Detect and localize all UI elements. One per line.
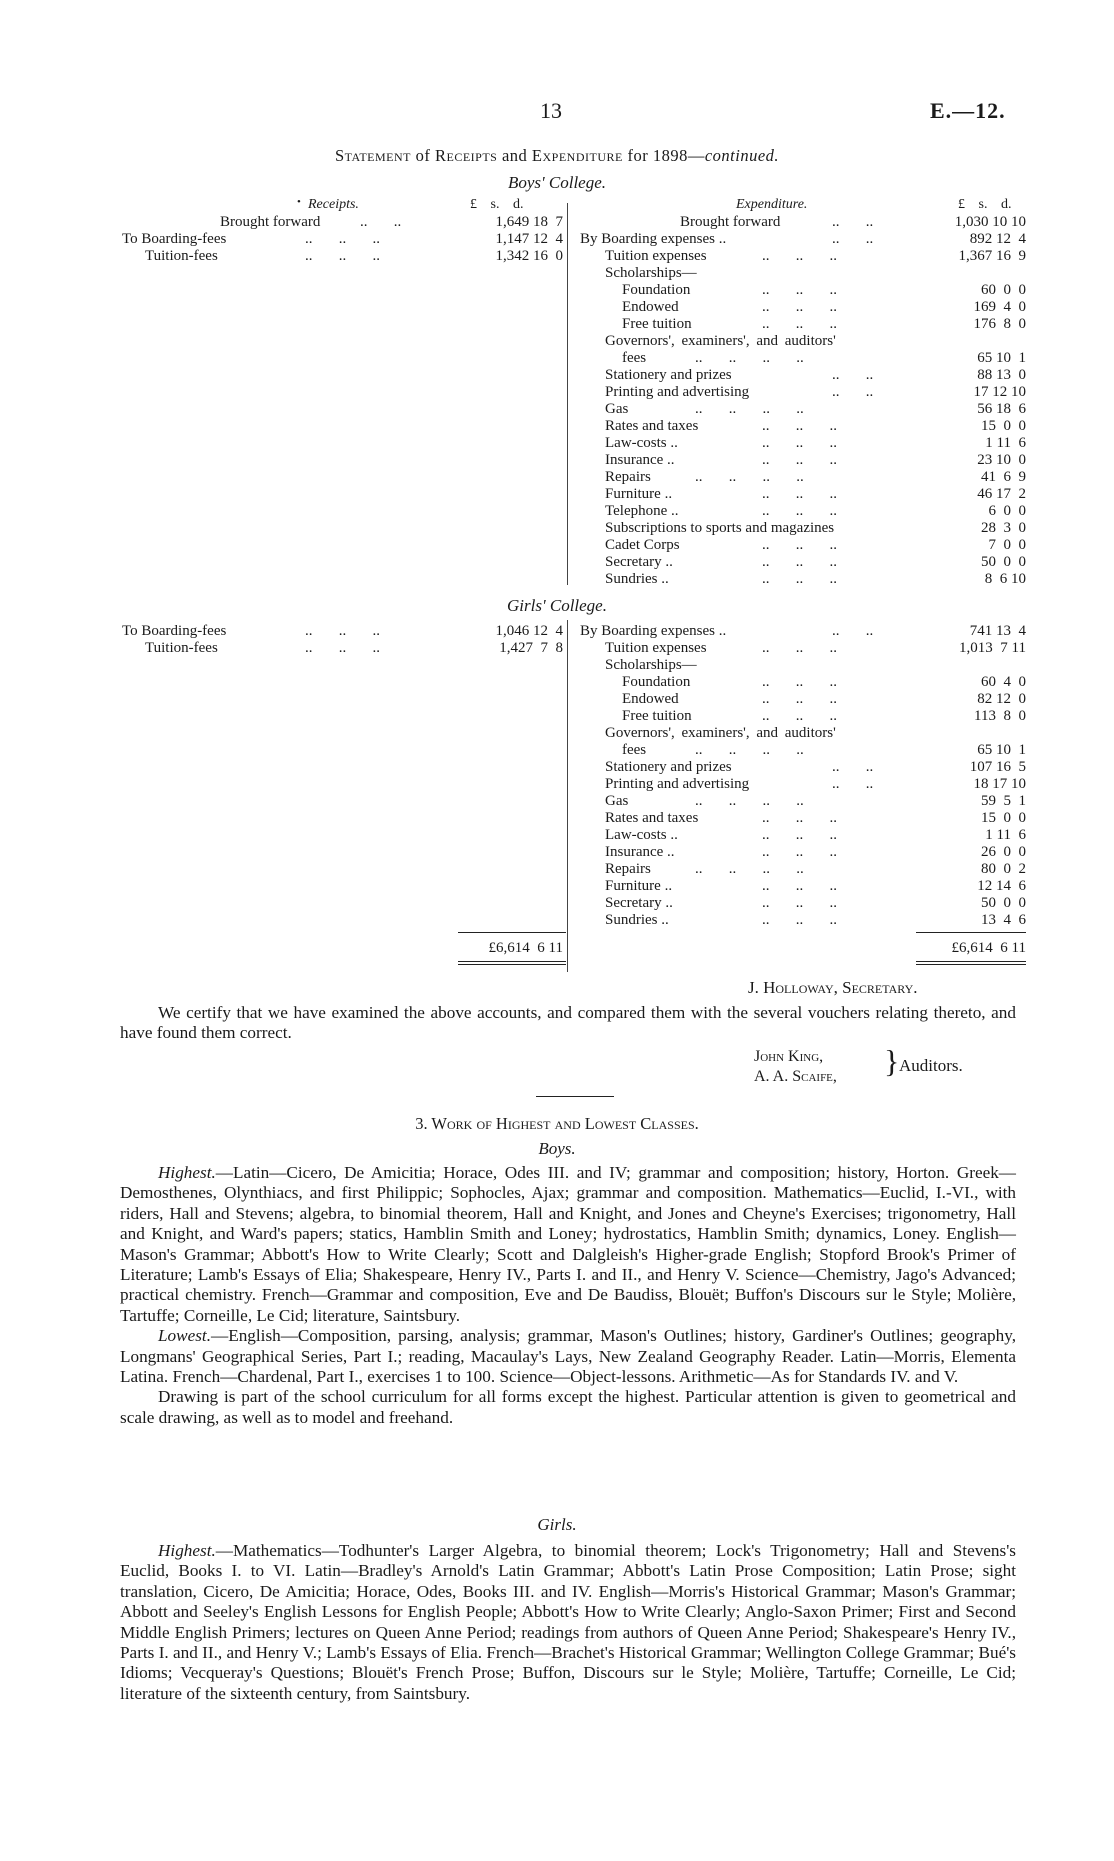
leader-dots: .. .. [832, 384, 874, 400]
receipt-label: To Boarding-fees [122, 231, 227, 247]
expense-label: Tuition expenses [605, 640, 707, 656]
expense-amount: 13 4 6 [981, 912, 1026, 928]
leader-dots: .. .. [360, 214, 402, 230]
expense-amount: 176 8 0 [973, 316, 1026, 332]
expense-label: Repairs [605, 861, 651, 877]
expense-label: Gas [605, 793, 629, 809]
leader-dots: .. .. .. .. [695, 401, 804, 417]
leader-dots: .. .. .. [305, 623, 380, 639]
expense-amount: 60 4 0 [981, 674, 1026, 690]
expense-label: Subscriptions to sports and magazines [605, 520, 835, 536]
expense-amount: 741 13 4 [969, 623, 1026, 639]
leader-dots: .. .. .. [762, 895, 837, 911]
pounds-head: £ [470, 197, 477, 212]
expense-amount: 107 16 5 [969, 759, 1026, 775]
page-number: 13 [540, 98, 562, 123]
leader-dots: .. .. [832, 759, 874, 775]
boys-lowest-text: —English—Composition, parsing, analysis; grammar, Mason's Outlines; history, Gardiner's Outlines; geography, Longmans' Geographical Series, Part I.; reading, Macaulay's Lays, New Zealand Geography Reader. Latin—Morris, Elementa Latina. French—Chardenal, Part I., exercises 1 to 100. Science—Object-lessons. Arithmetic—As for Standards IV. and V. [120, 1326, 1016, 1387]
expense-label: Secretary .. [605, 554, 673, 570]
expense-label: Brought forward [680, 214, 781, 230]
expense-label: Printing and advertising [605, 776, 750, 792]
certification-text: We certify that we have examined the above accounts, and compared them with the several vouchers relating thereto, and have found them correct. [120, 1003, 1016, 1043]
expense-amount: 113 8 0 [974, 708, 1026, 724]
expense-label: Stationery and prizes [605, 759, 732, 775]
leader-dots: .. .. .. [762, 537, 837, 553]
expense-amount: 12 14 6 [977, 878, 1026, 894]
leader-dots: .. .. .. [305, 231, 380, 247]
expense-label: Cadet Corps [605, 537, 680, 553]
expense-label: Printing and advertising [605, 384, 750, 400]
leader-dots: .. .. .. .. [695, 742, 804, 758]
leader-dots: .. .. [832, 776, 874, 792]
column-divider-boys [567, 203, 568, 585]
expense-amount: 80 0 2 [981, 861, 1026, 877]
title-word-receipts: Receipts [435, 146, 498, 165]
leader-dots: .. .. .. [762, 486, 837, 502]
receipts-heading: Receipts. [308, 197, 359, 212]
girls-college-heading: Girls' College. [507, 596, 607, 615]
expense-label: Foundation [622, 674, 691, 690]
brace-glyph: } [884, 1043, 900, 1079]
expense-amount: 15 0 0 [981, 418, 1026, 434]
highest-label: Highest. [158, 1541, 216, 1560]
expense-amount: 18 17 10 [973, 776, 1026, 792]
expense-label: Gas [605, 401, 629, 417]
expense-amount: 169 4 0 [973, 299, 1026, 315]
leader-dots: .. .. .. [762, 827, 837, 843]
auditor-names [754, 1047, 837, 1087]
pence-head-exp: d. [1000, 197, 1012, 212]
leader-dots: .. .. .. .. [695, 793, 804, 809]
expense-label: Scholarships— [605, 265, 697, 281]
title-word-statement: Statement [334, 146, 411, 165]
bullet-mark: • [297, 196, 301, 208]
expenditure-total-rule-1 [916, 961, 1026, 962]
expense-label: fees [622, 350, 647, 366]
girls-heading: Girls. [537, 1515, 577, 1534]
expense-label: Sundries .. [605, 571, 669, 587]
expense-amount: 892 12 4 [969, 231, 1026, 247]
leader-dots: .. .. [832, 367, 874, 383]
expense-label: Telephone .. [605, 503, 679, 519]
highest-label: Highest. [158, 1163, 216, 1182]
leader-dots: .. .. [832, 623, 874, 639]
expense-amount: 1 11 6 [985, 435, 1026, 451]
expense-amount: 26 0 0 [981, 844, 1026, 860]
receipt-amount: 1,046 12 4 [495, 623, 563, 639]
expense-label: Endowed [622, 299, 679, 315]
leader-dots: .. .. .. [762, 418, 837, 434]
auditors-label: Auditors. [899, 1056, 963, 1075]
expense-label: Governors', examiners', and auditors' [605, 725, 836, 741]
expense-label: By Boarding expenses .. [580, 231, 727, 247]
leader-dots: .. .. .. [762, 640, 837, 656]
leader-dots: .. .. .. [762, 878, 837, 894]
receipt-amount: 1,342 16 0 [495, 248, 563, 264]
expense-label: Foundation [622, 282, 691, 298]
expenditure-total: £6,614 6 11 [951, 940, 1026, 956]
boys-highest-paragraph [120, 1163, 1016, 1326]
expense-amount: 56 18 6 [977, 401, 1026, 417]
leader-dots: .. .. .. [762, 248, 837, 264]
expense-label: Law-costs .. [605, 827, 678, 843]
receipt-label: Brought forward [220, 214, 321, 230]
expense-label: Free tuition [622, 316, 692, 332]
expense-amount: 60 0 0 [981, 282, 1026, 298]
pounds-head-exp: £ [958, 197, 965, 212]
girls-highest-paragraph [120, 1541, 1016, 1704]
leader-dots: .. .. .. [762, 691, 837, 707]
leader-dots: .. .. .. [762, 452, 837, 468]
expense-label: Scholarships— [605, 657, 697, 673]
expense-amount: 59 5 1 [981, 793, 1026, 809]
leader-dots: .. .. .. [305, 248, 380, 264]
expense-amount: 17 12 10 [973, 384, 1026, 400]
pence-head: d. [512, 197, 524, 212]
expense-label: Endowed [622, 691, 679, 707]
lowest-label: Lowest. [158, 1326, 212, 1346]
expense-label: Insurance .. [605, 844, 675, 860]
girls-highest-text: —Mathematics—Todhunter's Larger Algebra, to binomial theorem; Lock's Trigonometry; Hall and Stevens's Euclid, Books I. to VI. Latin—Bradley's Arnold's Latin Grammar; Abbott's Latin Prose Composition; Latin Prose; sight translation, Cicero, De Amicitia; Horace, Odes, Books III. and IV. English—Morris's Historical Grammar; Mason's Grammar; Abbott and Seeley's English Lessons for English People; Abbott's How to Write Clearly; Anglo-Saxon Primer; First and Second Middle English Primers; lectures on Queen Anne Period; readings from authors of Queen Anne Period; Shakespeare's Henry IV., Parts I. and II., and Henry V.; Lamb's Essays of Elia. French—Brachet's Historical Grammar; Wellington College Grammar; Bué's Idioms; Vecqueray's Questions; Blouët's French Prose; Buffon, Discours sur le Style; Molière, Tartuffe; Corneille, Le Cid; literature of the sixteenth century, from Saintsbury. [120, 1541, 1016, 1703]
leader-dots: .. .. .. [762, 282, 837, 298]
title-year: for 1898— [622, 146, 705, 165]
receipt-amount: 1,147 12 4 [495, 231, 563, 247]
receipts-total: £6,614 6 11 [488, 940, 563, 956]
leader-dots: .. .. .. [762, 435, 837, 451]
expense-amount: 46 17 2 [977, 486, 1026, 502]
expense-amount: 88 13 0 [977, 367, 1026, 383]
shillings-head-exp: s. [978, 197, 988, 212]
expense-label: fees [622, 742, 647, 758]
column-divider-girls [567, 620, 568, 972]
expense-amount: 41 6 9 [981, 469, 1026, 485]
receipt-label: To Boarding-fees [122, 623, 227, 639]
leader-dots: .. .. [832, 214, 874, 230]
expense-label: Rates and taxes [605, 810, 699, 826]
expense-amount: 65 10 1 [977, 742, 1026, 758]
leader-dots: .. .. .. .. [695, 350, 804, 366]
expense-label: Governors', examiners', and auditors' [605, 333, 836, 349]
expense-label: Law-costs .. [605, 435, 678, 451]
audit-certification [120, 1003, 1016, 1044]
expense-amount: 7 0 0 [988, 537, 1026, 553]
title-of: of [411, 146, 435, 165]
expense-label: Free tuition [622, 708, 692, 724]
boys-heading: Boys. [538, 1139, 576, 1158]
boys-highest-text: —Latin—Cicero, De Amicitia; Horace, Odes III. and IV; grammar and composition; history, Horton. Greek—Demosthenes, Olynthiacs, and first Philippic; Sophocles, Ajax; grammar and composition. Mathematics—Euclid, I.-VI., with riders, Hall and Stevens; algebra, to binomial theorem, Hall and Knight, and Jones and Cheyne's Exercises; trigonometry, Hall and Knight, and Ward's papers; statics, Hamblin Smith and Loney; hydrostatics, Hamblin Smith; dynamics, Loney. English—Mason's Grammar; Abbott's How to Write Clearly; Scott and Dalgleish's Higher-grade English; Stopford Brook's Primer of Literature; Lamb's Essays of Elia; Shakespeare, Henry IV., Parts I. and II., and Henry V. Science—Chemistry, Jago's Advanced; practical chemistry. French—Grammar and composition, Eve and De Baudiss, Blouët; Buffon's Discours sur le Style; Molière, Tartuffe; Corneille, Le Cid; literature, Saintsbury. [120, 1163, 1016, 1325]
leader-dots: .. .. .. [762, 810, 837, 826]
section-separator [536, 1096, 614, 1097]
expense-amount: 28 3 0 [981, 520, 1026, 536]
leader-dots: .. .. .. [762, 316, 837, 332]
expense-label: Tuition expenses [605, 248, 707, 264]
expense-amount: 8 6 10 [984, 571, 1026, 587]
leader-dots: .. .. .. [762, 503, 837, 519]
receipts-total-rule-top [458, 932, 566, 933]
expense-amount: 23 10 0 [977, 452, 1026, 468]
boys-college-heading: Boys' College. [507, 173, 607, 192]
receipt-amount: 1,427 7 8 [499, 640, 563, 656]
title-continued: continued. [704, 146, 780, 165]
section-title: 3. Work of Highest and Lowest Classes. [415, 1114, 699, 1133]
expense-amount: 15 0 0 [981, 810, 1026, 826]
leader-dots: .. .. .. [762, 708, 837, 724]
leader-dots: .. .. .. [762, 912, 837, 928]
expense-amount: 1 11 6 [985, 827, 1026, 843]
expense-label: Furniture .. [605, 486, 673, 502]
expense-amount: 50 0 0 [981, 554, 1026, 570]
leader-dots: .. .. .. .. [695, 469, 804, 485]
title-word-expenditure: Expenditure [531, 146, 623, 165]
report-reference: E.—12. [930, 98, 1006, 123]
expense-label: Insurance .. [605, 452, 675, 468]
leader-dots: .. .. .. [762, 299, 837, 315]
expense-label: Secretary .. [605, 895, 673, 911]
boys-curriculum [120, 1163, 1016, 1428]
expense-label: Repairs [605, 469, 651, 485]
leader-dots: .. .. .. [762, 674, 837, 690]
receipts-money-head [470, 197, 523, 213]
leader-dots: .. .. .. [762, 571, 837, 587]
expense-amount: 50 0 0 [981, 895, 1026, 911]
expense-amount: 65 10 1 [977, 350, 1026, 366]
statement-title [0, 146, 1114, 166]
drawing-paragraph: Drawing is part of the school curriculum for all forms except the highest. Particular attention is given to geometrical and scale drawing, as well as to model and freehand. [120, 1387, 1016, 1427]
receipts-total-rule-2 [458, 964, 566, 965]
leader-dots: .. .. [832, 231, 874, 247]
expense-amount: 1,030 10 10 [954, 214, 1026, 230]
leader-dots: .. .. .. [762, 554, 837, 570]
expense-label: By Boarding expenses .. [580, 623, 727, 639]
receipt-label: Tuition-fees [145, 640, 218, 656]
expense-amount: 1,013 7 11 [959, 640, 1026, 656]
expense-label: Rates and taxes [605, 418, 699, 434]
expenditure-heading: Expenditure. [736, 197, 808, 212]
expense-label: Furniture .. [605, 878, 673, 894]
expenditure-money-head [958, 197, 1011, 213]
expenditure-total-rule-top [916, 932, 1026, 933]
leader-dots: .. .. .. [305, 640, 380, 656]
expense-amount: 6 0 0 [988, 503, 1026, 519]
expense-amount: 82 12 0 [977, 691, 1026, 707]
title-and: and [497, 146, 532, 165]
auditor-name-1: John King, [754, 1048, 824, 1065]
secretary-signature: J. Holloway, Secretary. [748, 978, 918, 997]
expense-label: Sundries .. [605, 912, 669, 928]
leader-dots: .. .. .. [762, 844, 837, 860]
shillings-head: s. [490, 197, 500, 212]
receipts-total-rule-1 [458, 961, 566, 962]
leader-dots: .. .. .. .. [695, 861, 804, 877]
expense-amount: 1,367 16 9 [958, 248, 1026, 264]
girls-curriculum [120, 1541, 1016, 1704]
expenditure-total-rule-2 [916, 964, 1026, 965]
expense-label: Stationery and prizes [605, 367, 732, 383]
boys-lowest-paragraph [120, 1326, 1016, 1387]
auditor-name-2: A. A. Scaife, [754, 1068, 837, 1085]
receipt-amount: 1,649 18 7 [495, 214, 563, 230]
receipt-label: Tuition-fees [145, 248, 218, 264]
